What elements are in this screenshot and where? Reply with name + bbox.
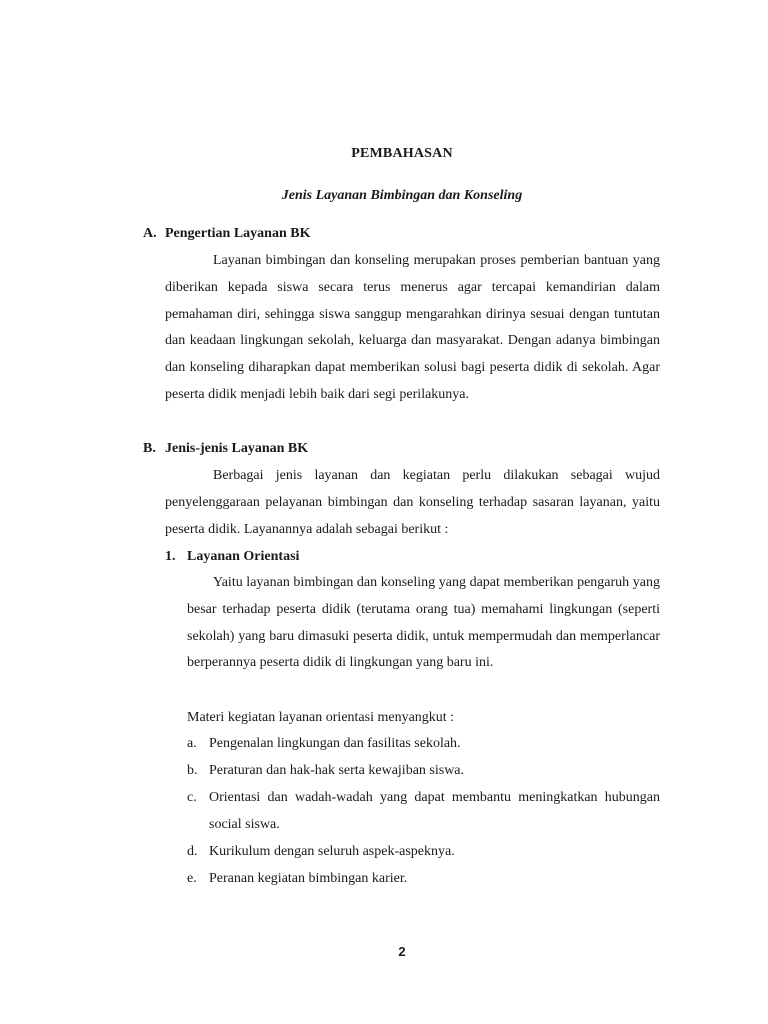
subsection-1-paragraph: Yaitu layanan bimbingan dan konseling yang dapat memberikan pengaruh yang besar terhadap peserta didik (terutama orang tua) memahami lingkungan (seperti sekolah) yang baru dimasuki peserta didik, untuk mempermudah dan memperlancar berperannya peserta didik di lingkungan yang baru ini. [187,575,660,671]
page-number: 2 [398,944,406,959]
list-item [187,839,660,866]
section-b-heading [143,441,308,457]
section-a-marker: A. [143,226,157,241]
list-item [187,758,660,785]
section-b-title: Jenis-jenis Layanan BK [165,441,309,456]
list-item-text: Orientasi dan wadah-wadah yang dapat membantu meningkatkan hubungan social siswa. [209,790,660,832]
list-item [187,785,660,839]
section-a-paragraph: Layanan bimbingan dan konseling merupakan proses pemberian bantuan yang diberikan kepada siswa secara terus menerus agar tercapai kemandirian dalam pemahaman diri, sehingga siswa sanggup mengarahkan dirinya sesuai dengan tuntutan dan keadaan lingkungan sekolah, keluarga dan masyarakat. Dengan adanya bimbingan dan konseling diharapkan dapat memberikan solusi bagi peserta didik di sekolah. Agar peserta didik menjadi lebih baik dari segi perilakunya. [165,253,660,402]
page-title: PEMBAHASAN [351,146,453,161]
section-b-marker: B. [143,441,156,456]
subsection-1-marker: 1. [165,549,176,564]
list-item-marker: b. [187,763,198,778]
list-item-text: Kurikulum dengan seluruh aspek-aspeknya. [209,844,455,859]
list-item-marker: e. [187,871,197,886]
list-item [187,731,660,758]
subsection-1-title: Layanan Orientasi [187,549,300,564]
page-subtitle: Jenis Layanan Bimbingan dan Konseling [281,188,523,203]
list-item-text: Pengenalan lingkungan dan fasilitas sekolah. [209,736,461,751]
list-item-text: Peraturan dan hak-hak serta kewajiban siswa. [209,763,465,778]
list-item-marker: c. [187,790,197,805]
materi-intro: Materi kegiatan layanan orientasi menyangkut : [187,710,455,725]
list-item [187,866,660,893]
subsection-1-heading [165,549,299,565]
list-item-marker: a. [187,736,197,751]
list-item-marker: d. [187,844,198,859]
section-a-title: Pengertian Layanan BK [165,226,311,241]
list-item-text: Peranan kegiatan bimbingan karier. [209,871,408,886]
section-a-heading [143,226,310,242]
section-b-paragraph: Berbagai jenis layanan dan kegiatan perlu dilakukan sebagai wujud penyelenggaraan pelayanan bimbingan dan konseling terhadap sasaran layanan, yaitu peserta didik. Layanannya adalah sebagai berikut : [165,468,660,537]
